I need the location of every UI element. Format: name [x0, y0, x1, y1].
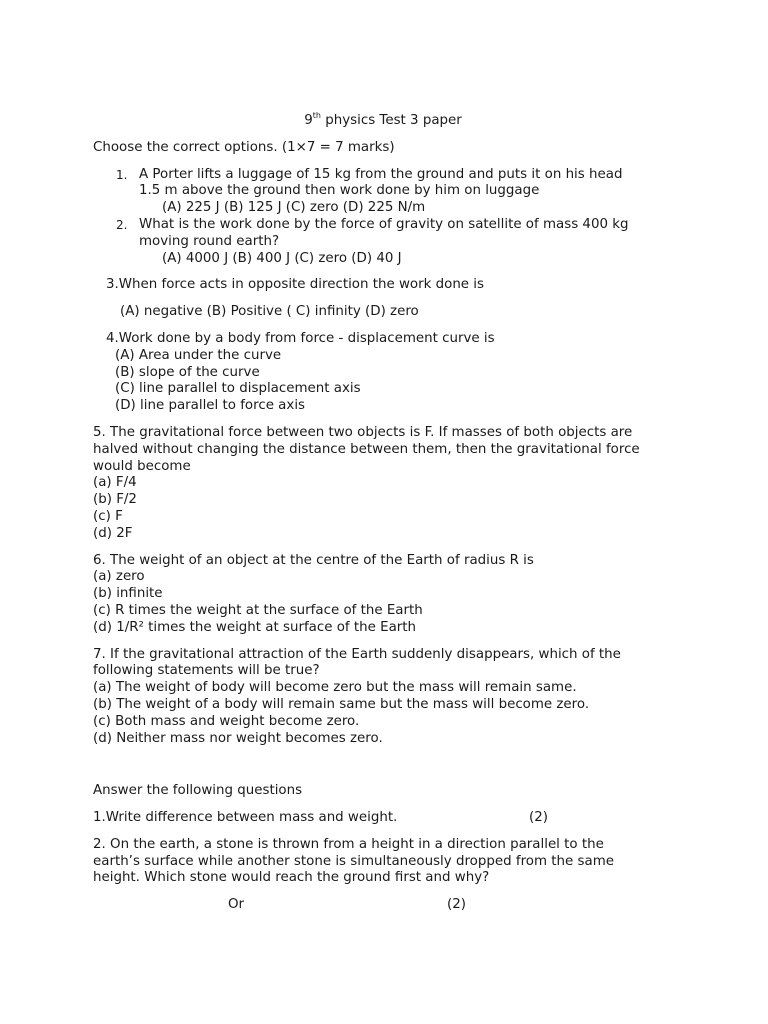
section2-question-2-line1: 2. On the earth, a stone is thrown from a height in a direction parallel to the [93, 836, 604, 852]
question-7-line1: 7. If the gravitational attraction of the Earth suddenly disappears, which of the [93, 646, 621, 662]
question-2-line2: moving round earth? [139, 233, 280, 249]
question-1-line2: 1.5 m above the ground then work done by him on luggage [139, 183, 540, 199]
question-1-number: 1. [116, 167, 128, 182]
question-1-line1: A Porter lifts a luggage of 15 kg from the ground and puts it on his head [139, 166, 623, 182]
question-3-options: (A) negative (B) Positive ( C) infinity (D) zero [120, 304, 419, 320]
question-2-line1: What is the work done by the force of gravity on satellite of mass 400 kg [139, 216, 629, 232]
title-text: 9 [304, 113, 313, 128]
question-5 [93, 425, 683, 543]
option: (c) F [93, 508, 123, 524]
section2-question-2-line2: earth’s surface while another stone is simultaneously dropped from the same [93, 853, 614, 869]
question-2-options: (A) 4000 J (B) 400 J (C) zero (D) 40 J [162, 250, 402, 266]
marks-label: (2) [447, 897, 466, 913]
question-1 [93, 167, 683, 201]
option: (B) slope of the curve [115, 364, 260, 380]
section2-question-2 [93, 837, 683, 887]
option: (d) Neither mass nor weight becomes zero. [93, 730, 383, 746]
document-page [93, 110, 683, 914]
question-5-line2: halved without changing the distance between them, then the gravitational force [93, 441, 640, 457]
question-7 [93, 647, 683, 748]
question-5-line1: 5. The gravitational force between two objects is F. If masses of both objects are [93, 424, 633, 440]
section2-instruction: Answer the following questions [93, 783, 303, 799]
title-text-rest: physics Test 3 paper [320, 113, 462, 128]
option: (d) 2F [93, 525, 133, 541]
title-superscript: th [312, 110, 321, 120]
option: (C) line parallel to displacement axis [115, 381, 361, 397]
option: (A) Area under the curve [115, 347, 282, 363]
option: (a) The weight of body will become zero but the mass will remain same. [93, 680, 577, 696]
question-4: 4.Work done by a body from force - displacement curve is [106, 330, 495, 346]
numbered-list [93, 167, 683, 268]
option: (b) infinite [93, 586, 163, 602]
option: (d) 1/R² times the weight at surface of the Earth [93, 619, 417, 635]
question-6-text: 6. The weight of an object at the centre of the Earth of radius R is [93, 552, 534, 568]
question-2 [93, 217, 683, 251]
question-2-number: 2. [116, 217, 128, 232]
section1-instruction: Choose the correct options. (1×7 = 7 marks) [93, 139, 395, 155]
option: (c) Both mass and weight become zero. [93, 713, 360, 729]
page-title [93, 110, 673, 130]
option: (b) The weight of a body will remain same but the mass will become zero. [93, 696, 590, 712]
option: (a) F/4 [93, 475, 137, 491]
question-3: 3.When force acts in opposite direction the work done is [106, 277, 485, 293]
option: (b) F/2 [93, 492, 137, 508]
option: (D) line parallel to force axis [115, 398, 306, 414]
marks-label: (2) [529, 810, 548, 826]
option: (a) zero [93, 569, 145, 585]
section2-question-2-line3: height. Which stone would reach the ground first and why? [93, 870, 490, 886]
question-4-options [93, 348, 683, 415]
question-5-line3: would become [93, 458, 191, 474]
question-1-options: (A) 225 J (B) 125 J (C) zero (D) 225 N/m [162, 200, 426, 216]
or-text: Or [228, 897, 245, 913]
question-6 [93, 553, 683, 637]
section2-question-1-text: 1.Write difference between mass and weight. [93, 810, 398, 826]
or-line [93, 897, 683, 914]
section2-question-1 [93, 810, 683, 827]
option: (c) R times the weight at the surface of the Earth [93, 602, 423, 618]
question-7-line2: following statements will be true? [93, 663, 320, 679]
